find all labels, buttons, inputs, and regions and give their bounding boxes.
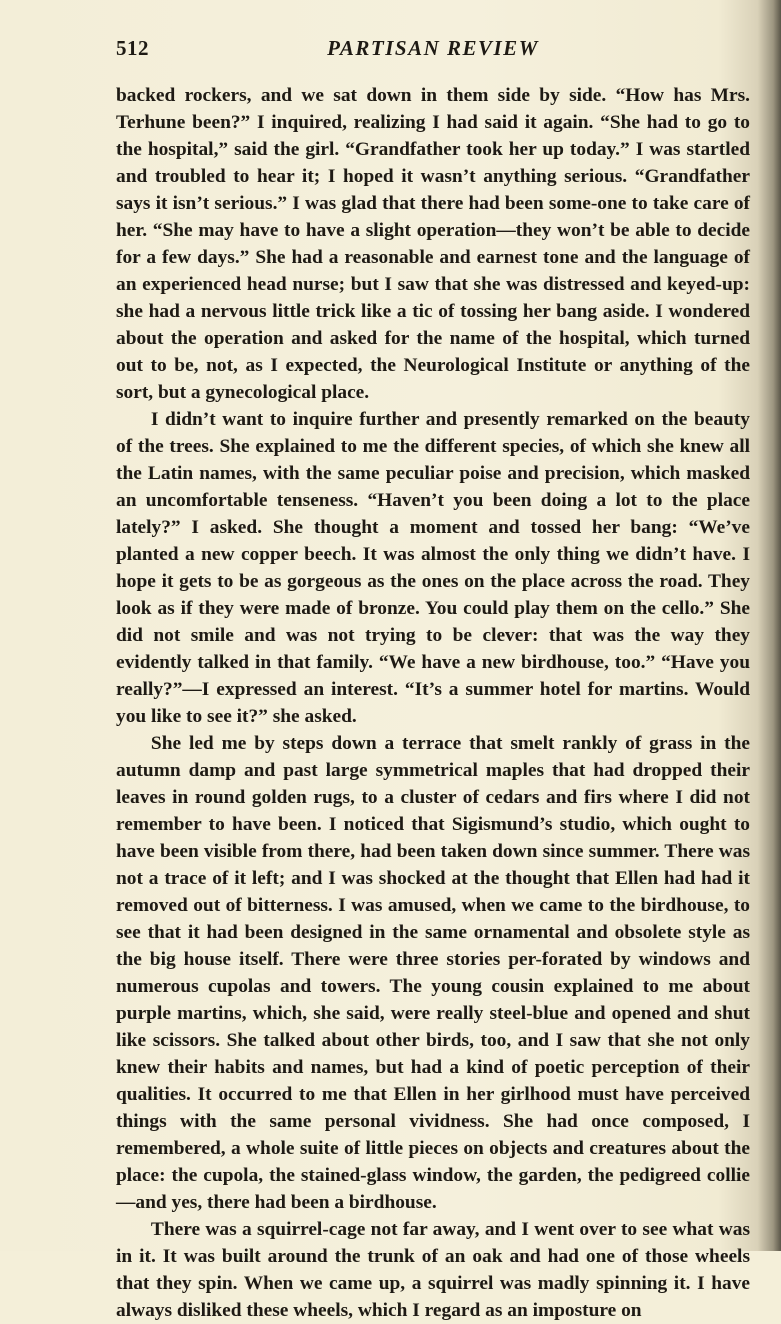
body-text: [116, 82, 750, 1324]
paragraph-2: I didn’t want to inquire further and presently remarked on the beauty of the trees. She explained to me the different species, of which she knew all the Latin names, with the same peculiar poise and precision, which masked an uncomfortable tenseness. “Haven’t you been doing a lot to the place lately?” I asked. She thought a moment and tossed her bang: “We’ve planted a new copper beech. It was almost the only thing we didn’t have. I hope it gets to be as gorgeous as the ones on the place across the road. They look as if they were made of bronze. You could play them on the cello.” She did not smile and was not trying to be clever: that was the way they evidently talked in that family. “We have a new birdhouse, too.” “Have you really?”—I expressed an interest. “It’s a summer hotel for martins. Would you like to see it?” she asked.: [116, 409, 750, 727]
paragraph-4: There was a squirrel-cage not far away, and I went over to see what was in it. It was built around the trunk of an oak and had one of those wheels that they spin. When we came up, a squirrel was madly spinning it. I have always disliked these wheels, which I regard as an imposture on: [116, 1219, 750, 1321]
page-header: [116, 36, 750, 66]
running-head: PARTISAN REVIEW: [327, 36, 539, 60]
paragraph-3: She led me by steps down a terrace that smelt rankly of grass in the autumn damp and past large symmetrical maples that had dropped their leaves in round golden rugs, to a cluster of cedars and firs where I did not remember to have been. I noticed that Sigismund’s studio, which ought to have been visible from there, had been taken down since summer. There was not a trace of it left; and I was shocked at the thought that Ellen had had it removed out of bitterness. I was amused, when we came to the birdhouse, to see that it had been designed in the same ornamental and obsolete style as the big house itself. There were three stories per-forated by windows and numerous cupolas and towers. The young cousin explained to me about purple martins, which, she said, were really steel-blue and opened and shut like scissors. She talked about other birds, too, and I saw that she not only knew their habits and names, but had a kind of poetic perception of their qualities. It occurred to me that Ellen in her girlhood must have perceived things with the same personal vividness. She had once composed, I remembered, a whole suite of little pieces on objects and creatures about the place: the cupola, the stained-glass window, the garden, the pedigreed collie—and yes, there had been a birdhouse.: [116, 733, 750, 1213]
paragraph-1: backed rockers, and we sat down in them side by side. “How has Mrs. Terhune been?” I inquired, realizing I had said it again. “She had to go to the hospital,” said the girl. “Grandfather took her up today.” I was startled and troubled to hear it; I hoped it wasn’t anything serious. “Grandfather says it isn’t serious.” I was glad that there had been some-one to take care of her. “She may have to have a slight operation—they won’t be able to decide for a few days.” She had a reasonable and earnest tone and the language of an experienced head nurse; but I saw that she was distressed and keyed-up: she had a nervous little trick like a tic of tossing her bang aside. I wondered about the operation and asked for the name of the hospital, which turned out to be, not, as I expected, the Neurological Institute or anything of the sort, but a gynecological place.: [116, 85, 750, 403]
page-number: 512: [116, 36, 149, 60]
